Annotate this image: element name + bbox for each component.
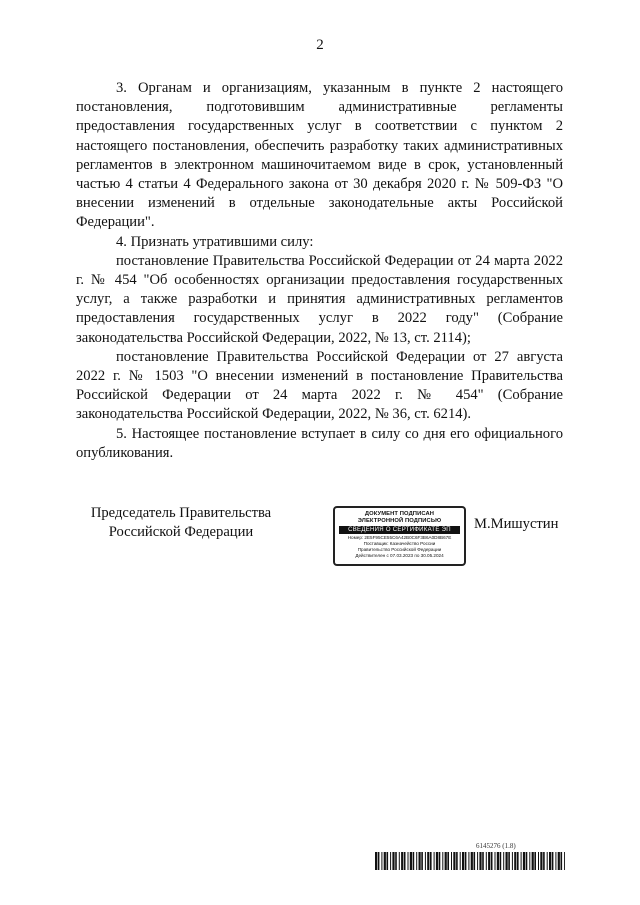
document-code: 6145276 (1.8) [476, 842, 516, 850]
paragraph-4-item-2: постановление Правительства Российской Федерации от 27 августа 2022 г. № 1503 "О внесении изменений в постановление Правительства Российской Федерации от 24 марта 2022 г. № 454" (Собрание законодательства Российской Федерации, 2022, № 36, ст. 6214). [76, 348, 563, 423]
stamp-heading-line1: ДОКУМЕНТ ПОДПИСАН [364, 511, 435, 517]
stamp-heading [335, 511, 464, 525]
stamp-validity: Действителен с 07.03.2023 по 30.05.2024 [355, 553, 444, 558]
barcode [375, 852, 565, 870]
signatory-title-line1: Председатель Правительства [90, 505, 272, 521]
signatory-name: М.Мишустин [474, 516, 559, 532]
paragraph-4: 4. Признать утратившими силу: [116, 233, 314, 250]
stamp-cert-number: Номер: 2E5F95CE55C6A42B0C6F3B6A0D8B67E [347, 535, 452, 540]
document-body [76, 79, 563, 463]
paragraph-4-item-1: постановление Правительства Российской Федерации от 24 марта 2022 г. № 454 "Об особенностях организации предоставления государственных услуг, а также разработки и принятия административных регламентов предоставления государственных услуг в 2022 году" (Собрание законодательства Российской Федерации, 2022, № 13, ст. 2114); [76, 252, 563, 346]
paragraph-5: 5. Настоящее постановление вступает в силу со дня его официального опубликования. [76, 425, 563, 461]
signatory-title-line2: Российской Федерации [108, 524, 254, 541]
electronic-signature-stamp [333, 506, 466, 566]
paragraph-3: 3. Органам и организациям, указанным в пункте 2 настоящего постановления, подготовившим административные регламенты предоставления государственных услуг в соответствии с пунктом 2 настоящего постановления, обеспечить разработку таких административных регламентов в электронном машиночитаемом виде в срок, установленный частью 4 статьи 4 Федерального закона от 30 декабря 2020 г. № 509-ФЗ "О внесении изменений в отдельные законодательные акты Российской Федерации". [76, 80, 563, 231]
stamp-issuer: Поставщик: Казначейство России [363, 541, 436, 546]
stamp-owner: Правительство Российской Федерации [357, 547, 442, 552]
stamp-band: СВЕДЕНИЯ О СЕРТИФИКАТЕ ЭП [339, 526, 460, 534]
page-number: 2 [316, 37, 324, 53]
stamp-heading-line2: ЭЛЕКТРОННОЙ ПОДПИСЬЮ [357, 518, 442, 524]
signatory-title [76, 504, 286, 542]
